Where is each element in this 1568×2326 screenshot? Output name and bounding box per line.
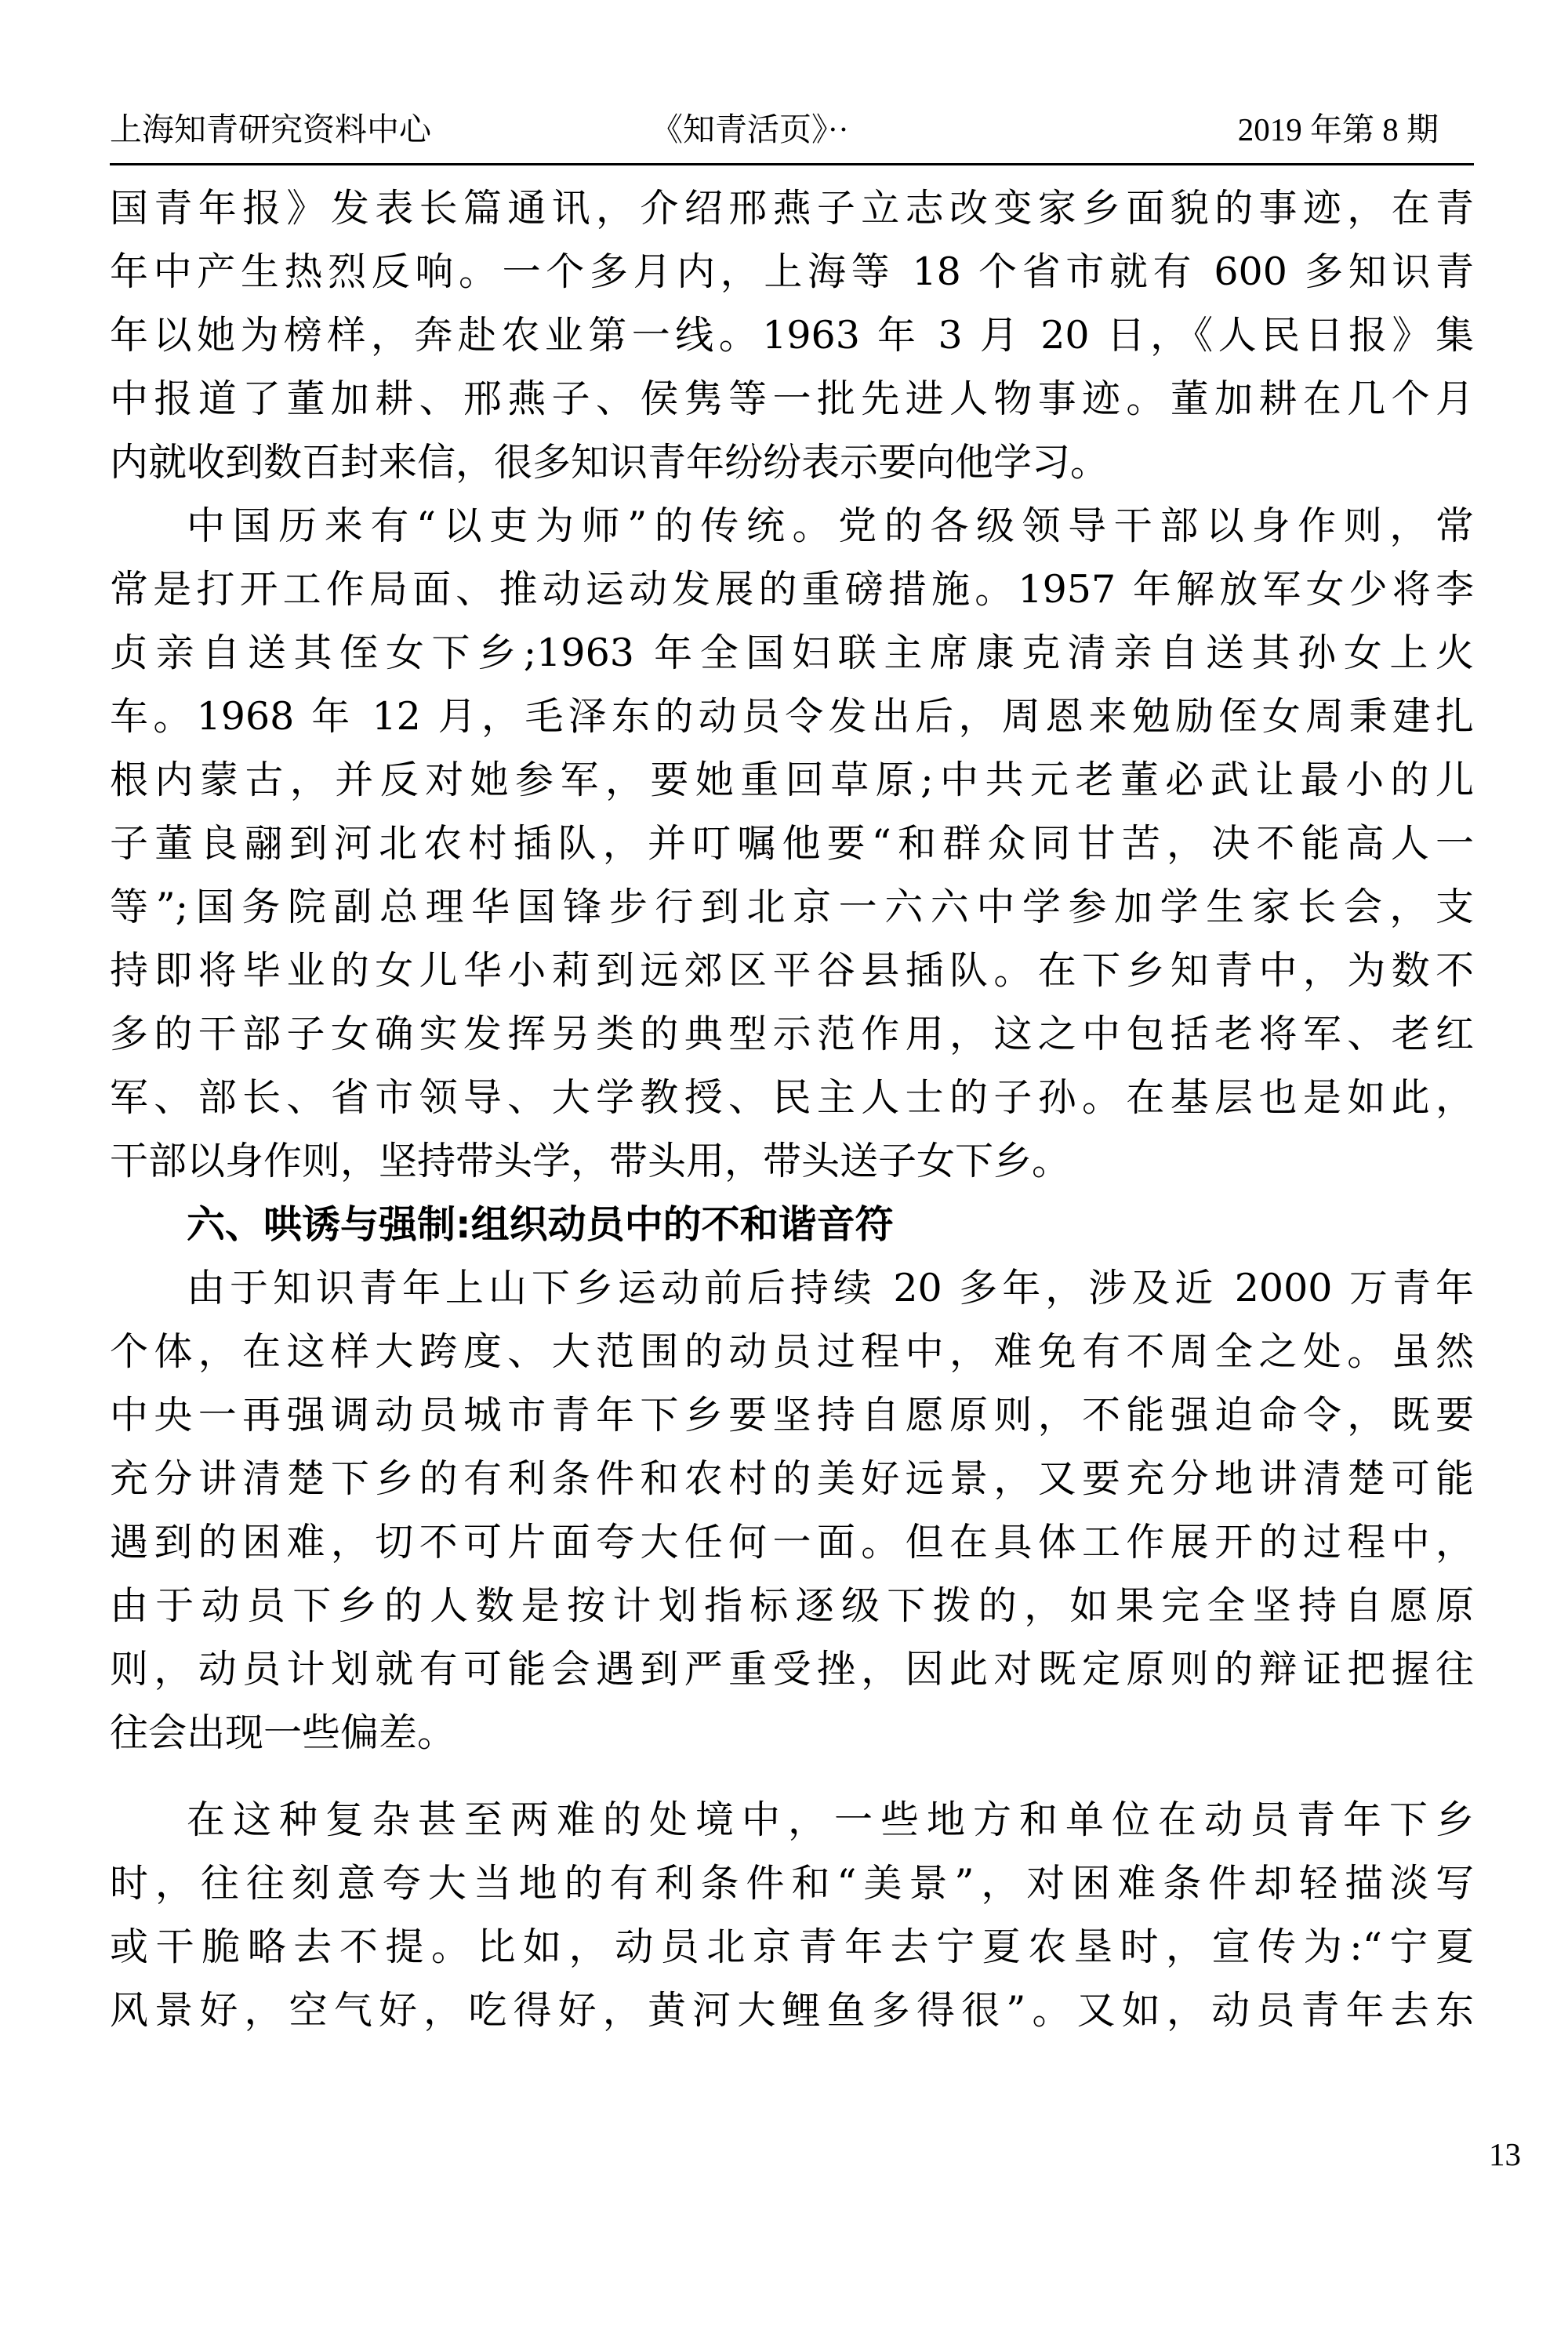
text-line: 时，往往刻意夸大当地的有利条件和“美景”，对困难条件却轻描淡写 (110, 1861, 1474, 1906)
text-line: 常是打开工作局面、推动运动发展的重磅措施。1957 年解放军女少将李 (110, 567, 1474, 612)
text-line: 在这种复杂甚至两难的处境中，一些地方和单位在动员青年下乡 (187, 1797, 1474, 1842)
text-line: 年以她为榜样，奔赴农业第一线。1963 年 3 月 20 日，《人民日报》集 (110, 313, 1474, 358)
text-line: 中报道了董加耕、邢燕子、侯隽等一批先进人物事迹。董加耕在几个月 (110, 376, 1474, 421)
paragraph (110, 1788, 1474, 2042)
text-line: 持即将毕业的女儿华小莉到远郊区平谷县插队。在下乡知青中，为数不 (110, 948, 1474, 993)
header-organization: 上海知青研究资料中心 (110, 111, 431, 147)
text-line: 中国历来有“以吏为师”的传统。党的各级领导干部以身作则，常 (187, 503, 1474, 548)
text-line: 军、部长、省市领导、大学教授、民主人士的子孙。在基层也是如此， (110, 1075, 1474, 1120)
header-issue: 2019 年第 8 期 (1237, 111, 1439, 147)
text-line: 国青年报》发表长篇通讯，介绍邢燕子立志改变家乡面貌的事迹，在青 (110, 186, 1474, 231)
text-line: 根内蒙古，并反对她参军，要她重回草原;中共元老董必武让最小的儿 (110, 758, 1474, 802)
header-rule (110, 163, 1474, 165)
section-heading: 六、哄诱与强制:组织动员中的不和谐音符 (187, 1202, 894, 1247)
text-line: 风景好，空气好，吃得好，黄河大鲤鱼多得很”。又如，动员青年去东 (110, 1988, 1474, 2033)
paragraph (110, 494, 1474, 1193)
paragraph-spacer (110, 1764, 1474, 1788)
text-line: 遇到的困难，切不可片面夸大任何一面。但在具体工作展开的过程中， (110, 1520, 1474, 1565)
article-body (110, 176, 1474, 2042)
text-line: 年中产生热烈反响。一个多月内，上海等 18 个省市就有 600 多知识青 (110, 249, 1474, 294)
text-line: 车。1968 年 12 月，毛泽东的动员令发出后，周恩来勉励侄女周秉建扎 (110, 694, 1474, 739)
text-line: 个体，在这样大跨度、大范围的动员过程中，难免有不周全之处。虽然 (110, 1329, 1474, 1374)
text-line: 多的干部子女确实发挥另类的典型示范作用，这之中包括老将军、老红 (110, 1012, 1474, 1056)
text-line: 充分讲清楚下乡的有利条件和农村的美好远景，又要充分地讲清楚可能 (110, 1456, 1474, 1501)
text-line: 干部以身作则，坚持带头学，带头用，带头送子女下乡。 (110, 1139, 1071, 1183)
paragraph (110, 176, 1474, 494)
text-line: 内就收到数百封来信，很多知识青年纷纷表示要向他学习。 (110, 440, 1109, 485)
text-line: 由于知识青年上山下乡运动前后持续 20 多年，涉及近 2000 万青年 (187, 1266, 1474, 1310)
text-line: 或干脆略去不提。比如，动员北京青年去宁夏农垦时，宣传为:“宁夏 (110, 1924, 1474, 1969)
page-number: 13 (1489, 2136, 1521, 2172)
text-line: 则，动员计划就有可能会遇到严重受挫，因此对既定原则的辩证把握往 (110, 1647, 1474, 1692)
running-header (110, 102, 1474, 157)
text-line: 子董良翮到河北农村插队，并叮嘱他要“和群众同甘苦，决不能高人一 (110, 821, 1474, 866)
text-line: 由于动员下乡的人数是按计划指标逐级下拨的，如果完全坚持自愿原 (110, 1583, 1474, 1628)
paragraph (110, 1256, 1474, 1764)
text-line: 中央一再强调动员城市青年下乡要坚持自愿原则，不能强迫命令，既要 (110, 1393, 1474, 1437)
text-line: 贞亲自送其侄女下乡;1963 年全国妇联主席康克清亲自送其孙女上火 (110, 631, 1474, 675)
text-line: 等”;国务院副总理华国锋步行到北京一六六中学参加学生家长会，支 (110, 885, 1474, 929)
text-line: 往会出现一些偏差。 (110, 1710, 456, 1755)
header-publication-title: 《知青活页》·· (651, 111, 849, 147)
